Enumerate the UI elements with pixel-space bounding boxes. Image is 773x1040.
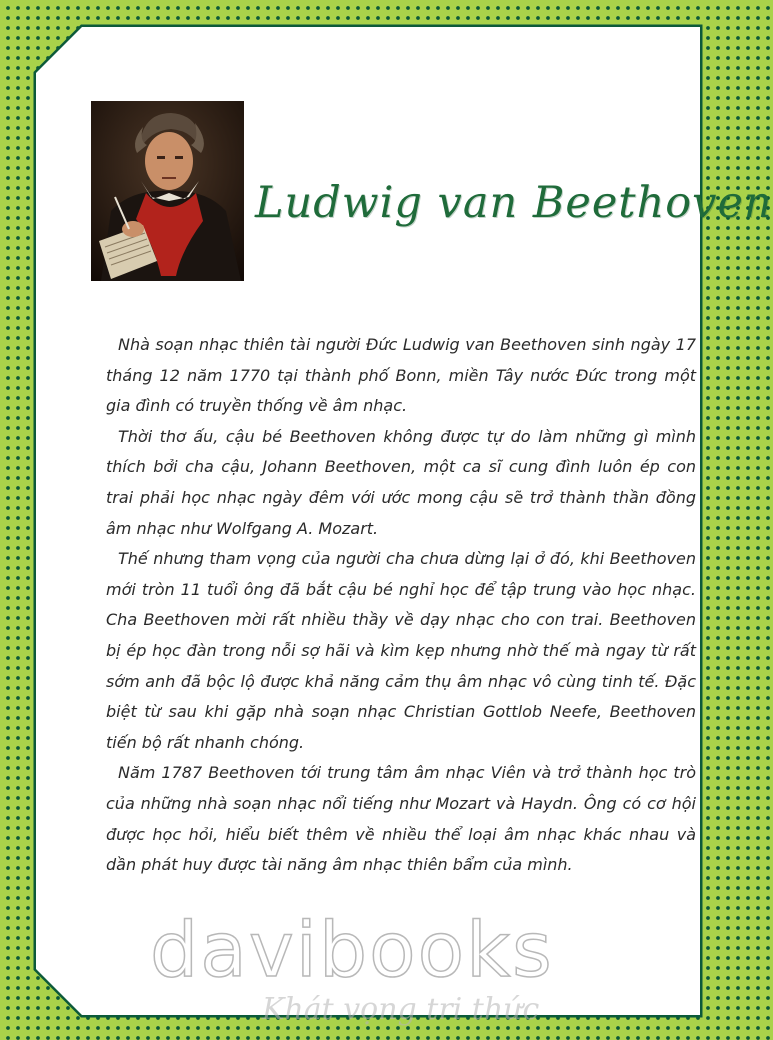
paragraph-childhood: Thời thơ ấu, cậu bé Beethoven không được tự do làm những gì mình thích bởi cha cậu, Johann Beethoven, một ca sĩ cung đình luôn ép con trai phải học nhạc ngày đêm với ước mong cậu sẽ trở thành thần đồng âm nhạc như Wolfgang A. Mozart. <box>106 426 696 538</box>
beethoven-portrait <box>91 101 244 281</box>
watermark-slogan: Khát vọng tri thức <box>262 992 540 1027</box>
paragraph-training: Thế nhưng tham vọng của người cha chưa dừng lại ở đó, khi Beethoven mới tròn 11 tuổi ông đã bắt cậu bé nghỉ học để tập trung vào học nhạc. Cha Beethoven mời rất nhiều thầy về dạy nhạc cho con trai. Beethoven bị ép học đàn trong nỗi sợ hãi và kìm kẹp nhưng nhờ thế mà ngay từ rất sớm anh đã bộc lộ được khả năng cảm thụ âm nhạc vô cùng tinh tế. Đặc biệt từ sau khi gặp nhà soạn nhạc Christian Gottlob Neefe, Beethoven tiến bộ rất nhanh chóng. <box>106 549 696 752</box>
watermark-brand: davibooks <box>150 905 554 994</box>
page-title: Ludwig van Beethoven <box>255 178 773 228</box>
paragraph-birth: Nhà soạn nhạc thiên tài người Đức Ludwig van Beethoven sinh ngày 17 tháng 12 năm 1770 tại thành phố Bonn, miền Tây nước Đức trong một gia đình có truyền thống về âm nhạc. <box>106 335 696 416</box>
article-body <box>106 330 696 881</box>
paragraph-vienna: Năm 1787 Beethoven tới trung tâm âm nhạc Viên và trở thành học trò của những nhà soạn nhạc nổi tiếng như Mozart và Haydn. Ông có cơ hội được học hỏi, hiểu biết thêm về nhiều thể loại âm nhạc khác nhau và dần phát huy được tài năng âm nhạc thiên bẩm của mình. <box>106 763 696 875</box>
